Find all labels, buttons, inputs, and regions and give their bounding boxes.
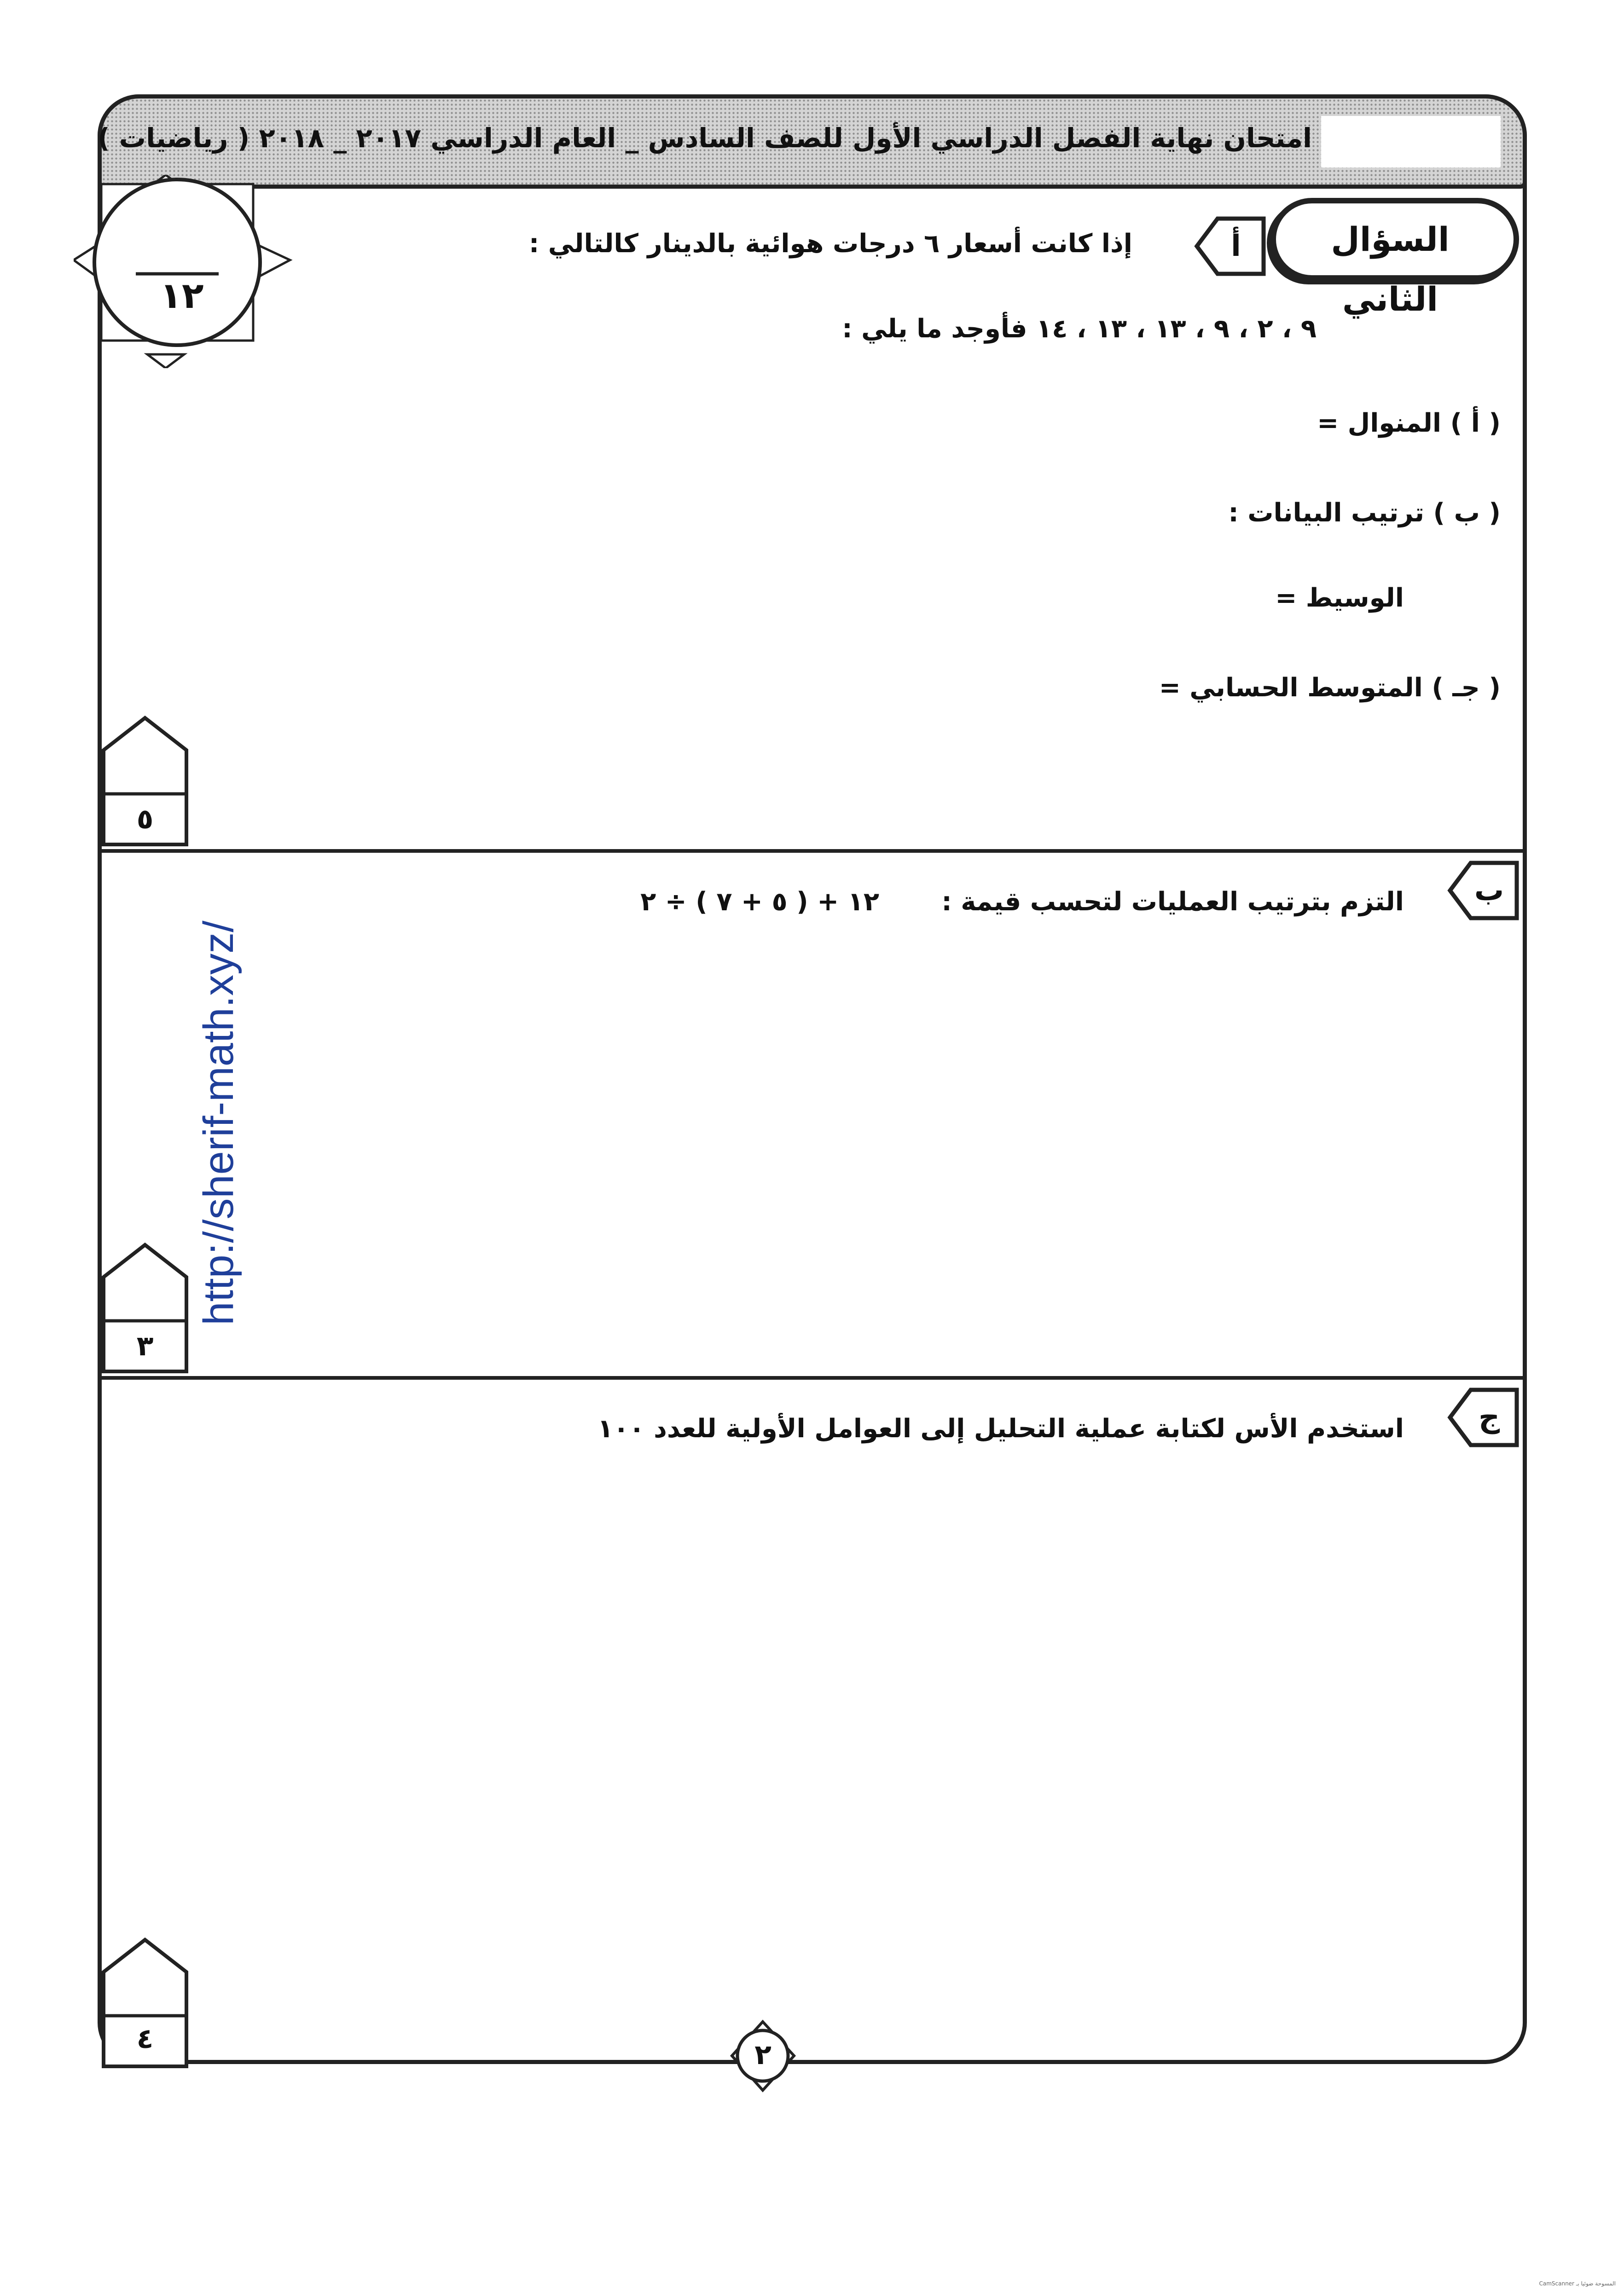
part-a-intro: إذا كانت أسعار ٦ درجات هوائية بالدينار كالتالي : xyxy=(528,229,1132,259)
part-c-score: ٤ xyxy=(136,2023,154,2055)
part-c-letter: ج xyxy=(1478,1400,1500,1434)
part-b-score: ٣ xyxy=(136,1330,154,1362)
part-a-mode: ( أ ) المنوال = xyxy=(1317,408,1501,438)
student-name-box xyxy=(1321,116,1501,168)
total-score-badge xyxy=(74,175,304,368)
part-b-expression: ١٢ + ( ٥ + ٧ ) ÷ ٢ xyxy=(640,887,879,917)
part-b-intro: التزم بترتيب العمليات لتحسب قيمة : xyxy=(941,887,1404,917)
section-divider xyxy=(98,1376,1527,1380)
exam-title: امتحان نهاية الفصل الدراسي الأول للصف السادس _ العام الدراسي ٢٠١٧ _ ٢٠١٨ ( رياضيات ) xyxy=(98,122,1312,154)
question-label: السؤال الثاني xyxy=(1331,220,1450,318)
part-a-mean: ( جـ ) المتوسط الحسابي = xyxy=(1159,673,1501,703)
total-score: ١٢ xyxy=(160,275,204,317)
scanner-mark: CamScanner المسوحة ضوئيا بـ xyxy=(1539,2280,1616,2287)
part-a-score: ٥ xyxy=(136,803,154,835)
section-divider xyxy=(98,849,1527,853)
page-number: ٢ xyxy=(754,2039,771,2071)
watermark-url[interactable]: http://sherif-math.xyz/ xyxy=(195,920,242,1325)
part-a-letter: أ xyxy=(1231,229,1241,263)
part-a-median: الوسيط = xyxy=(1275,583,1404,613)
part-c-intro: استخدم الأس لكتابة عملية التحليل إلى العوامل الأولية للعدد ١٠٠ xyxy=(597,1414,1404,1444)
part-b-letter: ب xyxy=(1474,873,1504,908)
part-a-data: ٩ ، ٢ ، ٩ ، ١٣ ، ١٣ ، ١٤ فأوجد ما يلي : xyxy=(842,314,1317,344)
exam-frame xyxy=(98,94,1527,2064)
part-a-ordering: ( ب ) ترتيب البيانات : xyxy=(1228,498,1501,528)
